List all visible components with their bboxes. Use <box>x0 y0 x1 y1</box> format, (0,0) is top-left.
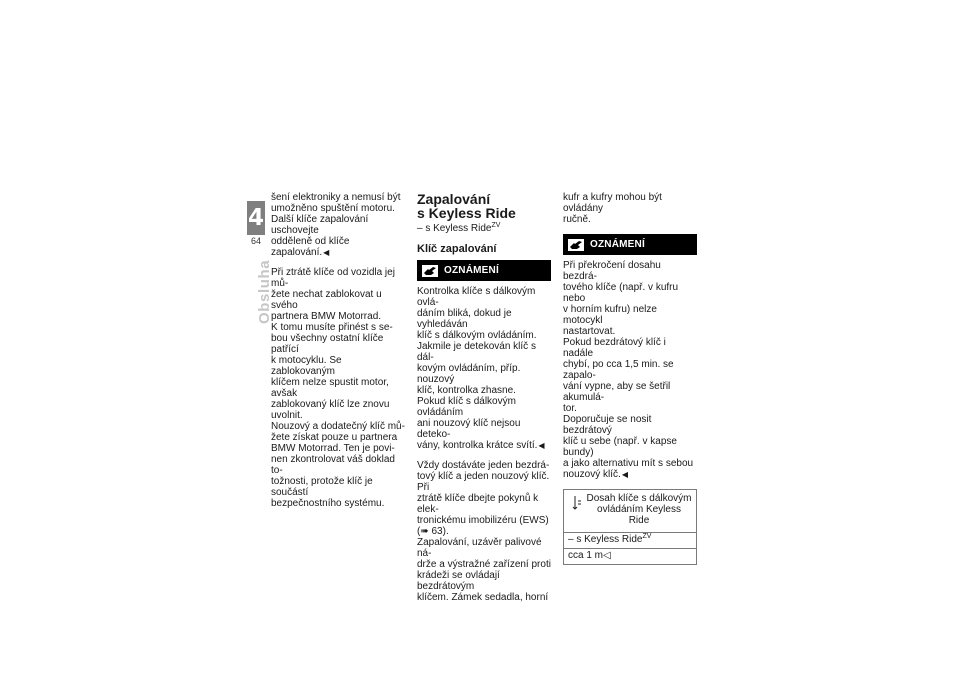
end-mark-icon: ◀ <box>323 248 330 257</box>
paragraph: Kontrolka klíče s dálkovým ovlá- dáním bliká, dokud je vyhledáván klíč s dálkovým ovládáním. Jakmile je detekován klíč s dál- kovým ovládáním, příp. nouzový klíč, kontrolka zhasne. Pokud klíč s dálkovým ovládáním ani nouzový klíč nejsou deteko- vány, kontrolka krátce svítí.◀ <box>417 286 545 451</box>
option-note: – s Keyless Ride$^{ZV}$ <box>417 222 501 234</box>
paragraph: Při ztrátě klíče od vozidla jej mů- žete nechat zablokovat u svého partnera BMW Motorrad. K tomu musíte přinést s se- bou všechny ostatní klíče patřící k motocyklu. Se zablokovaným klíčem nelze spustit motor, avšak zablokovaný klíč lze znovu uvolnit. Nouzový a dodatečný klíč mů- žete získat pouze u partnera BMW Motorrad. Ten je povi- nen zkontrolovat váš doklad to- tožnosti, protože klíč je součástí bezpečnostního systému. <box>271 267 405 509</box>
column-2 <box>417 192 551 612</box>
spec-table <box>563 489 697 565</box>
note-banner <box>563 234 697 255</box>
section-heading: Zapalování s Keyless Ride <box>417 191 516 221</box>
section-label: Obsluha <box>256 259 273 324</box>
paragraph: Při překročení dosahu bezdrá- tového klíče (např. v kufru nebo v horním kufru) nelze motocykl nastartovat. Pokud bezdrátový klíč i nadále chybí, po cca 1,5 min. se zapalo- vání vypne, aby se šetřil akumulá- tor. Doporučuje se nosit bezdrátový klíč u sebe (např. v kapse bundy) a jako alternativu mít s sebou nouzový klíč.◀ <box>563 260 694 480</box>
paragraph: Vždy dostáváte jeden bezdrá- tový klíč a jeden nouzový klíč. Při ztrátě klíče dbejte pokynů k elek- tronickému imobilizéru (EWS) (➠ 63). Zapalování, uzávěr palivové ná- drže a výstražné zařízení proti krádeži se ovládají bezdrátovým klíčem. Zámek sedadla, horní <box>417 460 551 603</box>
note-label: OZNÁMENÍ <box>590 239 645 250</box>
spec-value-icon <box>568 493 586 526</box>
wrench-hand-icon <box>422 265 438 277</box>
wrench-hand-icon <box>568 239 584 251</box>
paragraph: šení elektroniky a nemusí být umožněno spuštění motoru. Další klíče zapalování uschovejte odděleně od klíče zapalování.◀ <box>271 192 401 258</box>
end-mark-icon: ◀ <box>621 470 628 479</box>
page-number: 64 <box>250 236 261 246</box>
subsection-heading: Klíč zapalování <box>417 243 497 255</box>
column-3 <box>563 192 697 565</box>
spec-header: Dosah klíče s dálkovým ovládáním Keyless Ride <box>564 490 696 532</box>
end-mark-icon: ◀ <box>538 441 545 450</box>
paragraph: kufr a kufry mohou být ovládány ručně. <box>563 192 662 225</box>
spec-row: – s Keyless Ride$^{ZV}$ <box>564 532 696 548</box>
column-1 <box>271 192 408 518</box>
note-banner <box>417 260 551 281</box>
note-label: OZNÁMENÍ <box>444 265 499 276</box>
chapter-tab: 4 <box>247 201 265 235</box>
spec-value: cca 1 m◁ <box>564 548 696 564</box>
